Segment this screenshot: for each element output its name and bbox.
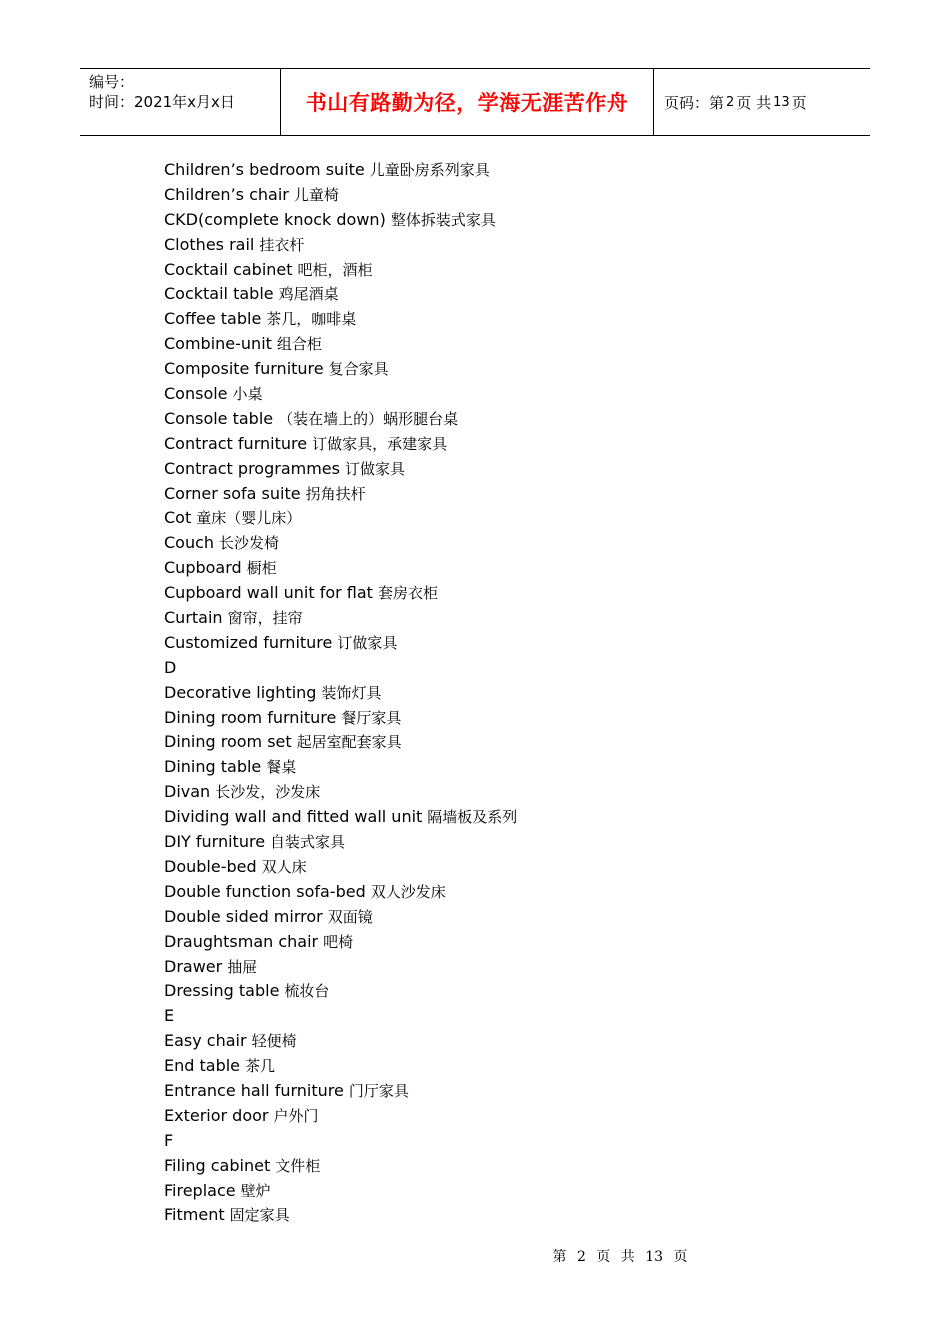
entry-english-term: Dining room furniture xyxy=(164,707,337,727)
entry-english-term: Double sided mirror xyxy=(164,906,323,926)
entry-chinese-term: 订做家具，承建家具 xyxy=(312,434,448,453)
glossary-entry xyxy=(164,1104,517,1129)
page-number: 2 xyxy=(726,94,735,110)
entry-chinese-term: （装在墙上的）蜗形腿台桌 xyxy=(278,409,459,428)
entry-english-term: Console xyxy=(164,384,228,404)
entry-chinese-term: 餐桌 xyxy=(266,758,297,777)
entry-chinese-term: 隔墙板及系列 xyxy=(427,808,518,827)
glossary-entry xyxy=(164,208,517,233)
entry-english-term: Easy chair xyxy=(164,1031,247,1051)
entry-chinese-term: 挂衣杆 xyxy=(259,235,305,254)
glossary-entry xyxy=(164,830,517,855)
glossary-entry xyxy=(164,606,517,631)
glossary-entry xyxy=(164,382,517,407)
entry-english-term: Dividing wall and fitted wall unit xyxy=(164,807,423,827)
glossary-entry xyxy=(164,979,517,1004)
entry-english-term: Double function sofa-bed xyxy=(164,881,366,901)
entry-chinese-term: 起居室配套家具 xyxy=(296,733,402,752)
entry-chinese-term: 鸡尾酒桌 xyxy=(278,285,339,304)
entry-chinese-term: 复合家具 xyxy=(328,360,389,379)
glossary-entry xyxy=(164,706,517,731)
entry-english-term: Children’s chair xyxy=(164,184,289,204)
entry-chinese-term: 订做家具 xyxy=(337,633,398,652)
glossary-entry xyxy=(164,1203,517,1228)
entry-english-term: Contract programmes xyxy=(164,458,340,478)
entry-chinese-term: 固定家具 xyxy=(229,1206,290,1225)
glossary-entry xyxy=(164,656,517,681)
entry-chinese-term: 门厅家具 xyxy=(348,1081,409,1100)
entry-english-term: Exterior door xyxy=(164,1105,269,1125)
glossary-entry xyxy=(164,183,517,208)
entry-english-term: Cocktail table xyxy=(164,284,274,304)
document-number-label: 编号： xyxy=(89,73,135,91)
entry-english-term: Composite furniture xyxy=(164,359,324,379)
glossary-entry xyxy=(164,357,517,382)
entry-english-term: Fireplace xyxy=(164,1180,236,1200)
entry-english-term: Dressing table xyxy=(164,981,280,1001)
entry-english-term: Children’s bedroom suite xyxy=(164,160,365,179)
entry-english-term: Cupboard xyxy=(164,558,242,578)
glossary-entry xyxy=(164,1154,517,1179)
entry-chinese-term: 自装式家具 xyxy=(270,833,346,852)
header-page-info xyxy=(654,69,870,135)
entry-chinese-term: 儿童卧房系列家具 xyxy=(369,161,490,179)
entry-chinese-term: 小桌 xyxy=(232,385,263,404)
glossary-entry xyxy=(164,755,517,780)
glossary-entry xyxy=(164,1129,517,1154)
glossary-entry xyxy=(164,158,517,183)
glossary-entry xyxy=(164,930,517,955)
header-motto-cell xyxy=(281,69,654,135)
entry-english-term: Clothes rail xyxy=(164,234,255,254)
glossary-entry xyxy=(164,1079,517,1104)
entry-english-term: Cot xyxy=(164,508,192,528)
glossary-entry xyxy=(164,805,517,830)
glossary-entry xyxy=(164,855,517,880)
glossary-entry xyxy=(164,631,517,656)
glossary-entry xyxy=(164,1004,517,1029)
entry-english-term: Console table xyxy=(164,408,274,428)
entry-chinese-term: 抽屉 xyxy=(227,957,258,976)
glossary-entry xyxy=(164,955,517,980)
page-prefix: 页码：第 xyxy=(664,93,725,112)
entry-english-term: DIY furniture xyxy=(164,832,266,852)
glossary-entry xyxy=(164,407,517,432)
entry-chinese-term: 整体拆装式家具 xyxy=(390,210,496,229)
glossary-entry xyxy=(164,307,517,332)
document-date-label: 时间：2021年x月x日 xyxy=(89,93,235,111)
entry-chinese-term: 户外门 xyxy=(273,1106,319,1125)
entry-chinese-term: 订做家具 xyxy=(344,459,405,478)
entry-chinese-term: 双人床 xyxy=(261,857,307,876)
entry-chinese-term: 童床（婴儿床） xyxy=(196,509,302,528)
glossary-entry xyxy=(164,880,517,905)
glossary-entry xyxy=(164,282,517,307)
entry-chinese-term: 双面镜 xyxy=(327,907,373,926)
entry-english-term: Drawer xyxy=(164,956,223,976)
entry-english-term: Dining room set xyxy=(164,732,292,752)
entry-chinese-term: 餐厅家具 xyxy=(341,708,402,727)
glossary-entry xyxy=(164,1179,517,1204)
glossary-entry xyxy=(164,780,517,805)
glossary-entry xyxy=(164,332,517,357)
entry-english-term: E xyxy=(164,1006,175,1026)
entry-chinese-term: 长沙发，沙发床 xyxy=(215,783,321,802)
entry-chinese-term: 梳妆台 xyxy=(284,982,330,1001)
glossary-entry xyxy=(164,730,517,755)
entry-english-term: Curtain xyxy=(164,608,223,628)
entry-english-term: Filing cabinet xyxy=(164,1155,271,1175)
entry-chinese-term: 壁炉 xyxy=(240,1181,271,1200)
entry-english-term: Customized furniture xyxy=(164,632,333,652)
page-total: 13 xyxy=(773,94,790,110)
header-meta xyxy=(80,69,281,135)
entry-english-term: Dining table xyxy=(164,757,262,777)
glossary-entry xyxy=(164,1029,517,1054)
entry-english-term: Divan xyxy=(164,782,211,802)
header-motto: 书山有路勤为径，学海无涯苦作舟 xyxy=(305,90,629,115)
entry-english-term: Combine-unit xyxy=(164,334,272,354)
page-footer: 第 2 页 共 13 页 xyxy=(552,1249,688,1265)
entry-english-term: F xyxy=(164,1130,174,1150)
entry-chinese-term: 轻便椅 xyxy=(251,1032,297,1051)
entry-chinese-term: 拐角扶杆 xyxy=(305,484,366,503)
glossary-list xyxy=(164,158,517,1228)
entry-english-term: CKD(complete knock down) xyxy=(164,209,386,229)
glossary-entry xyxy=(164,233,517,258)
entry-chinese-term: 橱柜 xyxy=(246,559,277,578)
entry-chinese-term: 套房衣柜 xyxy=(377,584,438,603)
entry-english-term: Decorative lighting xyxy=(164,682,317,702)
entry-english-term: Corner sofa suite xyxy=(164,483,301,503)
entry-chinese-term: 文件柜 xyxy=(275,1156,321,1175)
entry-chinese-term: 吧柜，酒柜 xyxy=(297,260,373,279)
glossary-entry xyxy=(164,581,517,606)
entry-english-term: Cupboard wall unit for flat xyxy=(164,583,373,603)
glossary-entry xyxy=(164,482,517,507)
entry-chinese-term: 窗帘，挂帘 xyxy=(227,609,303,628)
glossary-entry xyxy=(164,1054,517,1079)
entry-chinese-term: 组合柜 xyxy=(276,335,322,354)
glossary-entry xyxy=(164,681,517,706)
entry-english-term: End table xyxy=(164,1056,241,1076)
entry-english-term: Entrance hall furniture xyxy=(164,1080,344,1100)
entry-chinese-term: 长沙发椅 xyxy=(219,534,280,553)
entry-chinese-term: 茶几，咖啡桌 xyxy=(266,310,357,329)
entry-chinese-term: 吧椅 xyxy=(323,932,354,951)
glossary-entry xyxy=(164,556,517,581)
entry-chinese-term: 茶几 xyxy=(245,1057,276,1076)
glossary-entry xyxy=(164,905,517,930)
entry-chinese-term: 儿童椅 xyxy=(293,185,339,204)
entry-english-term: Contract furniture xyxy=(164,433,308,453)
page-mid: 页 共 xyxy=(736,93,772,112)
page-header xyxy=(80,68,870,136)
entry-english-term: Draughtsman chair xyxy=(164,931,319,951)
entry-english-term: Cocktail cabinet xyxy=(164,259,293,279)
entry-chinese-term: 双人沙发床 xyxy=(370,882,446,901)
entry-chinese-term: 装饰灯具 xyxy=(321,683,382,702)
glossary-entry xyxy=(164,432,517,457)
glossary-entry xyxy=(164,258,517,283)
entry-english-term: Double-bed xyxy=(164,856,257,876)
glossary-entry xyxy=(164,531,517,556)
glossary-entry xyxy=(164,506,517,531)
page-suffix: 页 xyxy=(791,93,807,112)
entry-english-term: Couch xyxy=(164,533,215,553)
entry-english-term: Coffee table xyxy=(164,309,262,329)
glossary-entry xyxy=(164,457,517,482)
entry-english-term: D xyxy=(164,657,177,677)
entry-english-term: Fitment xyxy=(164,1205,225,1225)
